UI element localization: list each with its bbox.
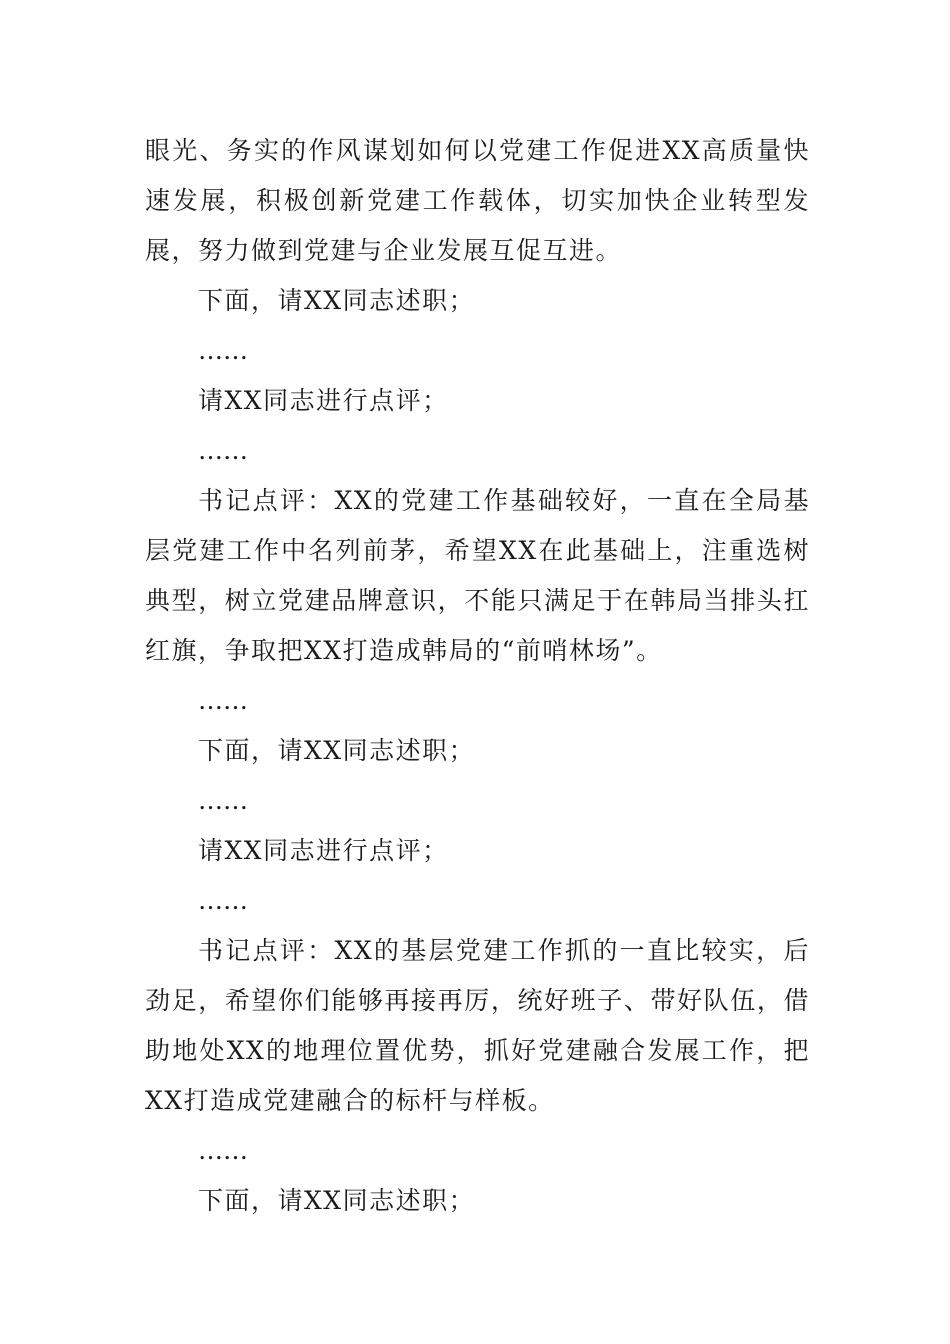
- paragraph-secretary-comment: 书记点评：XX的党建工作基础较好，一直在全局基层党建工作中名列前茅，希望XX在此基础上，注重选树典型，树立党建品牌意识，不能只满足于在韩局当排头扛红旗，争取把XX打造成韩局的“前哨林场”。: [145, 486, 810, 665]
- paragraph-ellipsis: ……: [198, 1136, 248, 1165]
- paragraph-ellipsis: ……: [198, 336, 248, 365]
- paragraph-report-call: 下面，请XX同志述职；: [198, 286, 476, 315]
- document-body: [145, 126, 810, 1226]
- paragraph-report-call: 下面，请XX同志述职；: [198, 1186, 476, 1215]
- paragraph-secretary-comment: 书记点评：XX的基层党建工作抓的一直比较实，后劲足，希望你们能够再接再厉，统好班子、带好队伍，借助地处XX的地理位置优势，抓好党建融合发展工作，把XX打造成党建融合的标杆与样板。: [145, 936, 810, 1115]
- paragraph-ellipsis: ……: [198, 786, 248, 815]
- paragraph-ellipsis: ……: [198, 886, 248, 915]
- paragraph-ellipsis: ……: [198, 436, 248, 465]
- paragraph-ellipsis: ……: [198, 686, 248, 715]
- paragraph-continuation: 眼光、务实的作风谋划如何以党建工作促进XX高质量快速发展，积极创新党建工作载体，切实加快企业转型发展，努力做到党建与企业发展互促互进。: [145, 136, 810, 265]
- paragraph-comment-call: 请XX同志进行点评；: [198, 386, 449, 415]
- paragraph-comment-call: 请XX同志进行点评；: [198, 836, 449, 865]
- paragraph-report-call: 下面，请XX同志述职；: [198, 736, 476, 765]
